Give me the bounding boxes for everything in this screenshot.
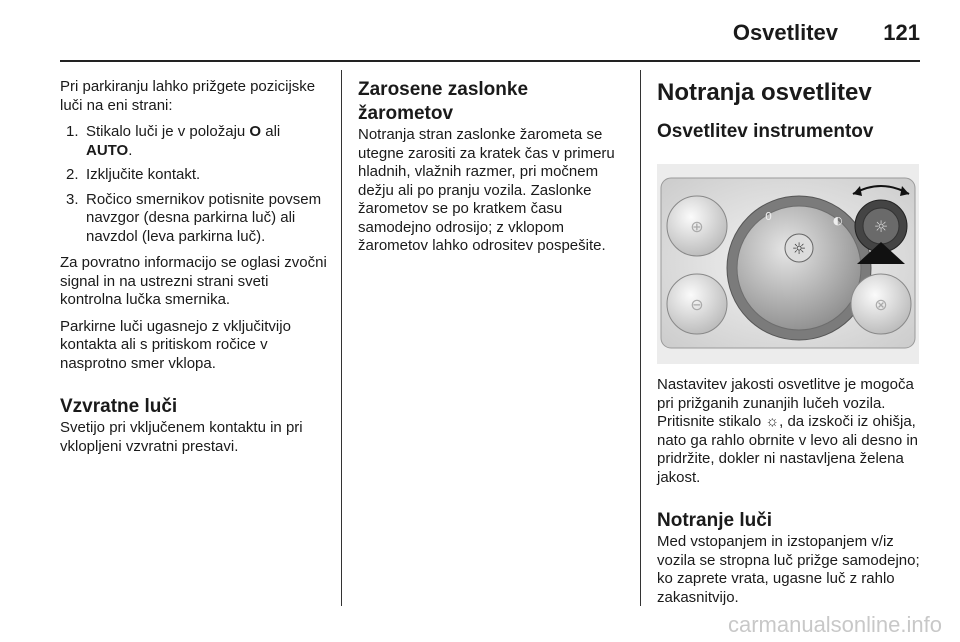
intro-paragraph: Pri parkiranju lahko prižgete pozicijske luči na eni strani: [60, 78, 316, 114]
column-2 [358, 78, 628, 264]
step-bold-o: O [249, 123, 262, 140]
fog-light-button-top [667, 196, 727, 256]
column-divider-2 [640, 70, 641, 606]
page-number: 121 [883, 20, 920, 45]
paragraph: Parkirne luči ugasnejo z vključitvijo kontakta ali s pritiskom ročice v nasprotno smer vklopa. [60, 317, 291, 372]
svg-text:⊕: ⊕ [690, 217, 704, 236]
step-text: ali [261, 123, 281, 140]
light-switch-illustration [657, 164, 919, 364]
watermark: carmanualsonline.info [727, 612, 942, 637]
step-number: 2. [66, 166, 79, 183]
sun-icon: ☼ [791, 239, 807, 258]
step-bold-auto: AUTO [86, 141, 129, 159]
heading-interior-lights: Notranje luči [657, 510, 773, 531]
section-title: Osvetlitev [732, 20, 838, 45]
light-switch-figure [657, 164, 919, 364]
heading-fogged-lenses: Zarosene zaslonke žarometov [358, 79, 529, 124]
column-1 [60, 78, 328, 464]
step-number: 1. [66, 123, 79, 140]
heading-interior-lighting: Notranja osvetlitev [657, 79, 872, 106]
heading-reverse-lights: Vzvratne luči [60, 396, 178, 417]
steps-list [60, 123, 328, 246]
step-text: Stikalo luči je v položaju [86, 123, 250, 140]
paragraph: Za povratno informacijo se oglasi zvočni signal in na ustrezni strani sveti kontrolna lučka smernika. [60, 254, 327, 308]
fog-light-button-bottom [667, 274, 727, 334]
svg-text:⊖: ⊖ [690, 295, 704, 314]
rear-fog-button [851, 274, 911, 334]
column-3 [657, 78, 922, 615]
page-header [60, 0, 920, 62]
headlight-icon: ◐ [833, 214, 843, 227]
paragraph: Med vstopanjem in izstopanjem v/iz vozila se stropna luč prižge samodejno; ko zaprete vrata, ugasne luč z rahlo zakasnitvijo. [657, 533, 920, 606]
knob-position-label: 0 [765, 210, 772, 223]
step-number: 3. [66, 190, 79, 208]
step-text: Ročico smernikov potisnite povsem navzgor (desna parkirna luč) ali navzdol (leva parkirna luč). [86, 190, 322, 245]
main-light-knob [727, 196, 871, 340]
list-item [60, 166, 328, 185]
dimmer-icon: ☼ [873, 217, 889, 236]
step-text: . [128, 141, 133, 159]
heading-instrument-lighting: Osvetlitev instrumentov [657, 121, 874, 142]
step-text: Izključite kontakt. [86, 166, 201, 183]
paragraph: Notranja stran zaslonke žarometa se utegne zarositi za kratek čas v primeru hladnih, vlažnih razmer, pri močnem dežju ali po pranju vozila. Zaslonke žarometov se po kratkem času samodejno odrosijo; z vklopom žarometov lahko odrositev pospešite. [358, 126, 615, 254]
paragraph: Svetijo pri vključenem kontaktu in pri vklopljeni vzvratni prestavi. [60, 419, 303, 455]
paragraph: Nastavitev jakosti osvetlitve je mogoča pri prižganih zunanjih lučeh vozila. Pritisnite stikalo ☼, da izskoči iz ohišja, nato ga rahlo obrnite v levo ali desno in pridržite, dokler ni nastavljena želena jakost. [657, 376, 919, 486]
column-divider-1 [341, 70, 342, 606]
svg-text:⊗: ⊗ [874, 295, 888, 314]
list-item [60, 123, 328, 160]
list-item [60, 191, 328, 247]
